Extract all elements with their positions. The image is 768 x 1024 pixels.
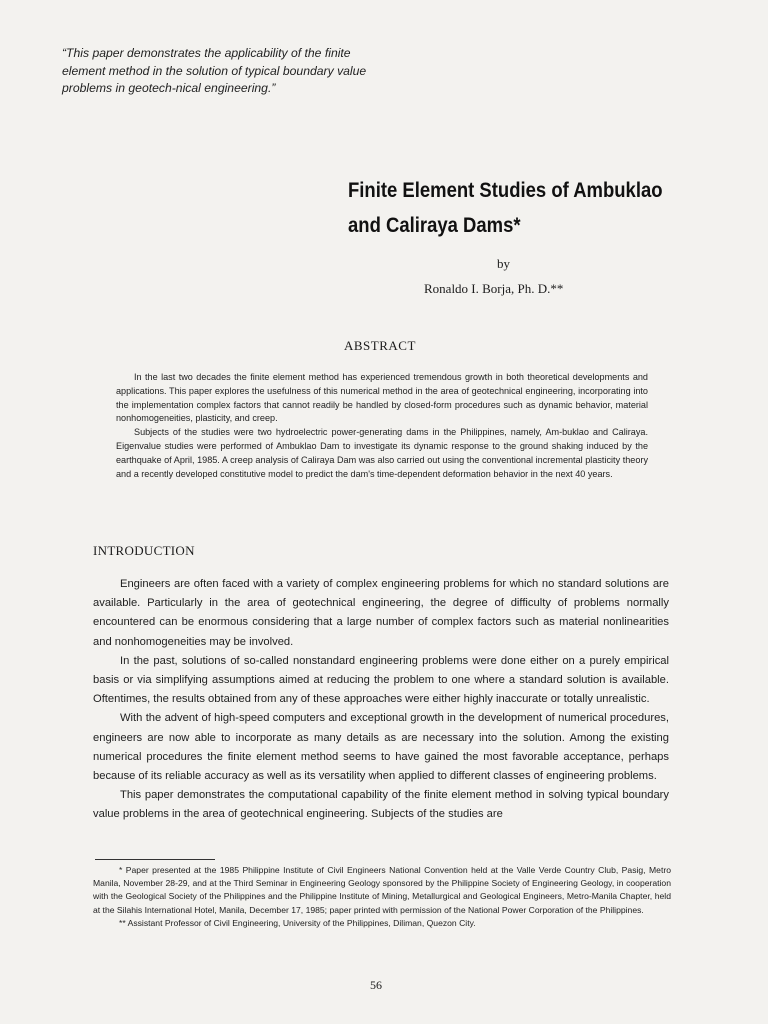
paper-title-line-2: and Caliraya Dams* — [348, 214, 521, 237]
body-paragraph: Engineers are often faced with a variety of complex engineering problems for which no standard solutions are available. Particularly in the area of geotechnical engineering, the degree of difficulty of problems normally encountered can be enormous considering that a large number of complex factors such as material nonlinearities and nonhomogeneities may be involved. — [93, 578, 669, 648]
footnote: ** Assistant Professor of Civil Engineering, University of the Philippines, Diliman, Quezon City. — [119, 917, 476, 928]
introduction-body — [93, 575, 669, 825]
introduction-heading: INTRODUCTION — [93, 543, 195, 558]
footnote: * Paper presented at the 1985 Philippine Institute of Civil Engineers National Convention held at the Valle Verde Country Club, Pasig, Metro Manila, November 28-29, and at the Third Seminar in Engineering Geology sponsored by the Philippine Society of Engineering Geology, in cooperation with the Geological Society of the Philippines and the Philippine Institute of Mining, Metallurgical and Geological Engineers, Metro-Manila Chapter, held at the Silahis International Hotel, Manila, December 17, 1985; paper printed with permission of the National Power Corporation of the Philippines. — [93, 865, 671, 915]
body-paragraph: With the advent of high-speed computers and exceptional growth in the development of numerical procedures, engineers are now able to incorporate as many details as are necessary into the solution. Among the existing numerical procedures the finite element method seems to have gained the most favorable acceptance, perhaps because of its reliable accuracy as well as its versatility when applied to different classes of engineering problems. — [93, 712, 669, 783]
footnotes — [93, 864, 671, 930]
body-paragraph: This paper demonstrates the computational capability of the finite element method in solving typical boundary value problems in the area of geotechnical engineering. Subjects of the studies are — [93, 789, 669, 821]
page-number: 56 — [370, 978, 382, 992]
footnote-divider — [95, 859, 215, 860]
body-paragraph: In the past, solutions of so-called nonstandard engineering problems were done either on a purely empirical basis or via simplifying assumptions aimed at reducing the problem to one where a standard solution is available. Oftentimes, the results obtained from any of these approaches were either highly inaccurate or totally unrealistic. — [93, 654, 669, 706]
epigraph-quote: “This paper demonstrates the applicability of the finite element method in the solution of typical boundary value problems in geotech-nical engineering.” — [62, 46, 367, 95]
abstract-paragraph: In the last two decades the finite element method has experienced tremendous growth in both theoretical developments and applications. This paper explores the usefulness of this numerical method in the area of geotechnical engineering, incorporating into the implementation complex factors that cannot readily be handled by closed-form procedures such as dynamic behavior, material nonhomogeneities, plasticity, and creep. — [116, 372, 648, 424]
author-name: Ronaldo I. Borja, Ph. D.** — [424, 281, 564, 296]
paper-title-line-1: Finite Element Studies of Ambuklao — [348, 179, 663, 202]
abstract-body — [116, 371, 648, 481]
paper-title — [348, 173, 700, 243]
abstract-heading: ABSTRACT — [344, 338, 416, 353]
abstract-paragraph: Subjects of the studies were two hydroelectric power-generating dams in the Philippines, namely, Am-buklao and Caliraya. Eigenvalue studies were performed of Ambuklao Dam to investigate its dynamic response to the ground shaking induced by the earthquake of April, 1985. A creep analysis of Caliraya Dam was also carried out using the conventional incremental plasticity theory and a recently developed constitutive model to predict the dam's time-dependent deformation behavior in the next 40 years. — [116, 427, 648, 479]
byline: by — [497, 256, 510, 271]
